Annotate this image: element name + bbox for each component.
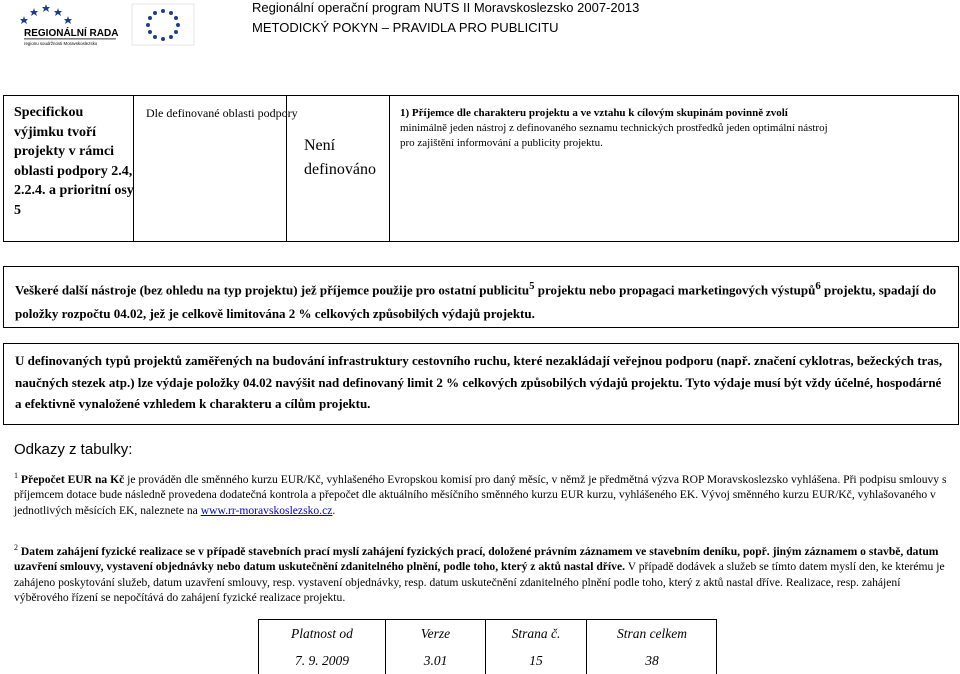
version-value: 3.01 <box>423 653 448 668</box>
column-divider <box>389 96 390 241</box>
not-defined-cell <box>304 134 376 182</box>
document-info-table <box>258 619 717 674</box>
website-link[interactable]: www.rr-moravskoslezsko.cz <box>200 503 333 517</box>
infrastructure-text: U definovaných typů projektů zaměřených na budování infrastruktury cestovního ruchu, které nezakládají veřejnou podporu (např. značení cyklotras, bežeckých tras, naučných stezek atp.) lze výdaje položky 04.02 navýšit nad definovaný limit 2 % celkových způsobilých výdajů projektu. Tyto výdaje musí být vždy účelné, hospodárné a efektivně vynaložené vzhledem k charakteru a cílům projektu. <box>15 353 943 411</box>
document-title: METODICKÝ POKYN – PRAVIDLA PRO PUBLICITU <box>252 20 559 35</box>
footnote-2: $^2$ Datem zahájení fyzické realizace se v případě stavebních prací myslí zahájení fyzických prací, doložené právním záznamem ve stavebním deníku, popř. jiným záznamem o stavbě, datum uzavření smlouvy, vystavení objednávky nebo datum uskutečnění zdanitelného plnění, podle toho, který z aktů nastal dříve. V případě dodávek a služeb se tímto datem myslí den, ke kterému je zahájeno poskytování služeb, datum uzavření smlouvy, resp. vystavení objednávky, resp. datum uskutečnění zdanitelného plnění podle toho, který z aktů nastal dříve. Realizace, resp. zahájení výběrového řízení se nepočítává do zahájení fyzické realizace projektu. <box>14 543 945 605</box>
footnote-2-number: 2 <box>14 543 18 552</box>
regional-council-logo <box>18 2 218 46</box>
version-header: Verze <box>420 626 451 641</box>
footnote-ref-6: 6 <box>815 280 821 292</box>
valid-from-value: 7. 9. 2009 <box>295 653 349 668</box>
program-title: Regionální operační program NUTS II Moravskoslezsko 2007-2013 <box>252 0 640 15</box>
publicity-table <box>3 95 959 242</box>
valid-from-header: Platnost od <box>291 626 353 641</box>
footnote-1-number: 1 <box>14 471 18 480</box>
not-defined-line1: Není <box>304 137 336 154</box>
desc-rest: minimálně jeden nástroj z definovaného seznamu technických prostředků jeden optimální nástroj pro zajištění informování a publicity projektu. <box>400 122 828 149</box>
page-value: 15 <box>529 653 543 668</box>
total-pages-value: 38 <box>645 653 659 668</box>
logo-graphic <box>18 2 218 46</box>
other-tools-box <box>3 266 959 328</box>
specific-exception-cell: Specifickou výjimku tvoří projekty v rámci oblasti podpory 2.4, 2.2.4. a prioritní osy 5 <box>14 105 134 218</box>
other-tools-text: Veškeré další nástroje (bez ohledu na typ projektu) jež příjemce použije pro ostatní publicitu$^5$ projektu nebo propagaci marketingových výstupů$^6$ projektu, spadají do položky rozpočtu 04.02, jež je celkově limitována 2 % celkových způsobilých výdajů projektu. <box>15 280 937 321</box>
infrastructure-box <box>3 343 959 425</box>
page-header: Strana č. <box>511 626 561 641</box>
desc-bold: 1) Příjemce dle charakteru projektu a ve vztahu k cílovým skupinám povinně zvolí <box>400 107 788 119</box>
not-defined-line2: definováno <box>304 161 376 178</box>
footnote-ref-5: 5 <box>529 280 535 292</box>
svg-text:regionu soudržnosti Moravskosl: regionu soudržnosti Moravskoslezsko <box>24 41 98 46</box>
svg-text:REGIONÁLNÍ RADA: REGIONÁLNÍ RADA <box>24 28 119 39</box>
tool-description-cell <box>400 106 830 151</box>
footnote-1: $^1$ Přepočet EUR na Kč je prováděn dle směnného kurzu EUR/Kč, vyhlašeného Evropskou komisí pro daný měsíc, v němž je předmětná výzva ROP Moravskoslezsko vyhlášena. Při podpisu smlouvy s příjemcem dotace bude následně provedena dodatečná kontrola a přepočet dle aktuálního měsíčního směnného kurzu EUR kurzu, vyhlášeného EK. Vývoj směnného kurzu EUR/Kč, vyhlašovaného v jednotlivých měsících EK, naleznete na www.rr-moravskoslezsko.cz. <box>14 471 947 517</box>
total-pages-header: Stran celkem <box>616 626 688 641</box>
support-area-cell: Dle definované oblasti podpory <box>146 106 298 120</box>
references-heading: Odkazy z tabulky: <box>14 441 133 458</box>
